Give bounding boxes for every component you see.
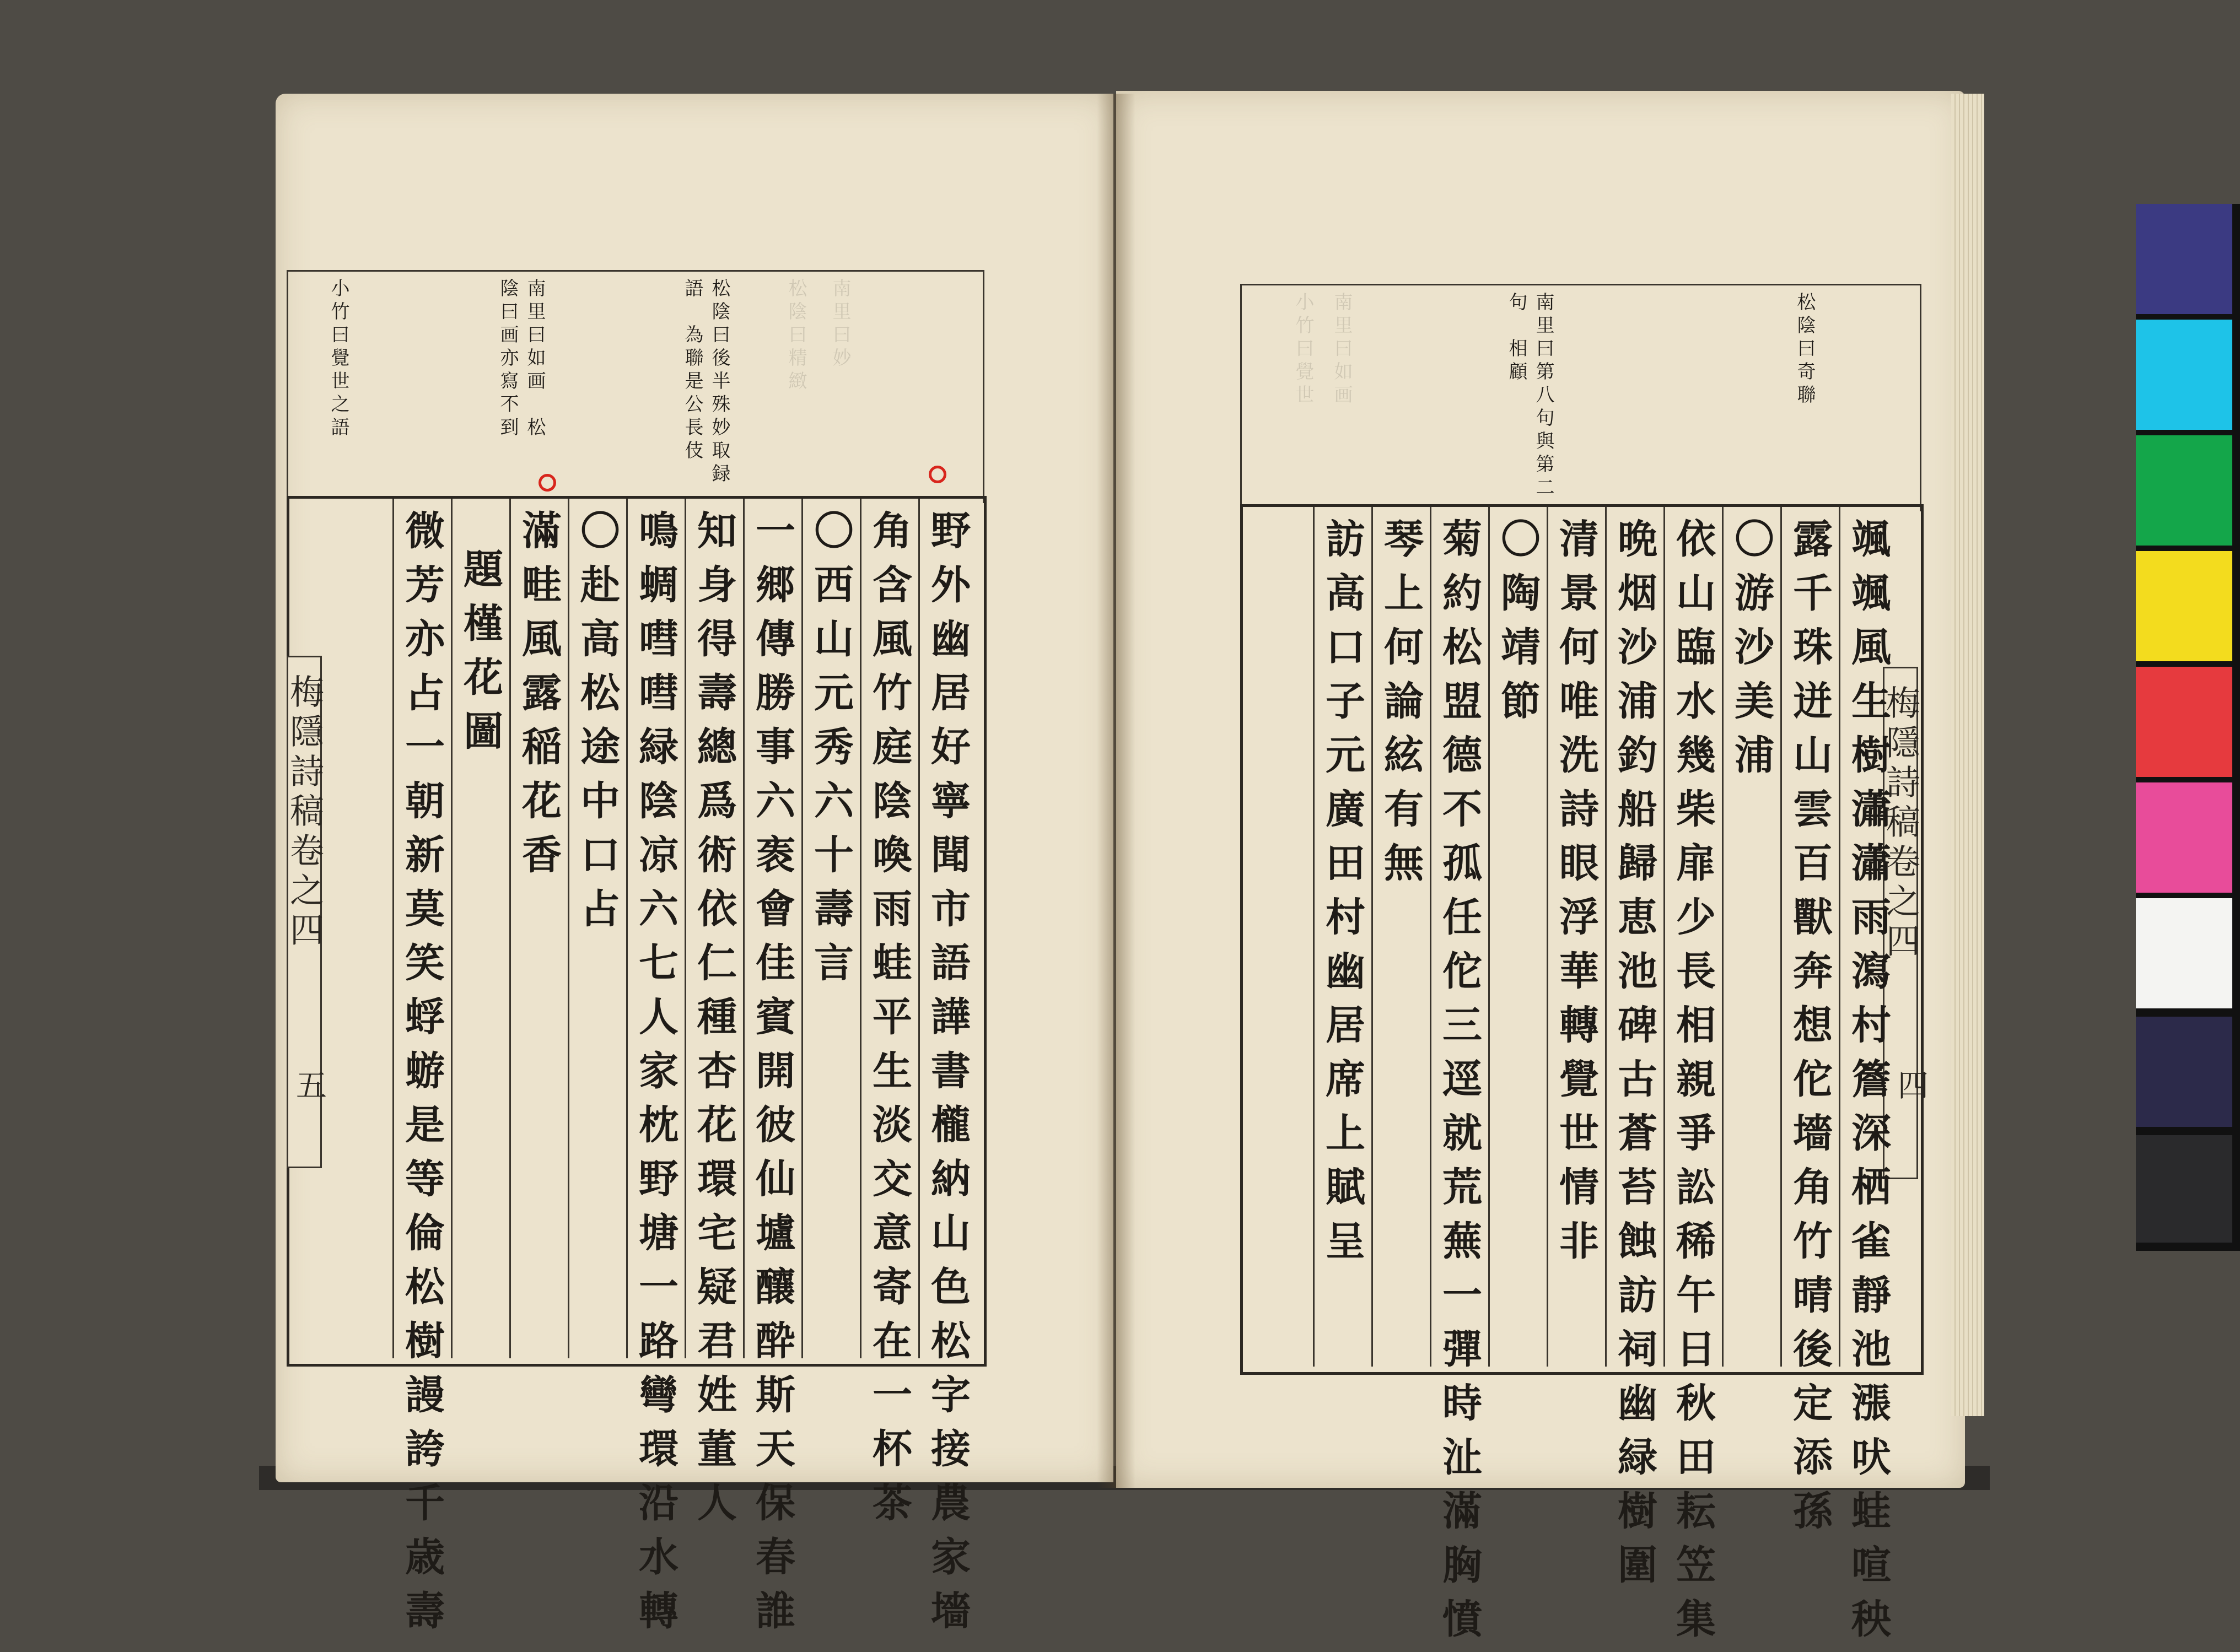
text-column: 〇游沙美浦 <box>1728 518 1775 788</box>
text-column: 依山臨水幾柴扉少長相親爭訟稀午日秋田耘笠集 <box>1670 518 1716 1652</box>
column-rule <box>1488 507 1490 1367</box>
color-swatch <box>2136 1017 2232 1127</box>
text-column: 角含風竹庭陰喚雨蛙平生淡交意寄在一杯茶 <box>866 510 913 1536</box>
column-rule <box>1780 507 1782 1367</box>
color-swatch <box>2136 1135 2232 1243</box>
column-rule <box>918 499 920 1358</box>
text-column: 〇赴高松途中口占 <box>574 510 621 942</box>
text-column: 清景何唯洗詩眼浮華轉覺世情非 <box>1553 518 1600 1274</box>
right-header-note-2: 南里曰第八句與第二句 相顧 <box>1505 292 1554 500</box>
column-rule <box>509 499 511 1358</box>
column-rule <box>801 499 803 1358</box>
bleed-through-text: 小竹曰覺世 <box>1292 292 1314 408</box>
text-column: 知身得壽總爲術依仁種杏花環宅疑君姓董人 <box>691 510 737 1536</box>
column-rule <box>1839 507 1840 1367</box>
red-circle-marker <box>539 474 556 492</box>
ear-title: 梅隱詩稿卷之四 <box>284 674 325 952</box>
column-rule <box>1722 507 1724 1367</box>
text-column: 晩烟沙浦釣船歸恵池碑古蒼苔蝕訪祠幽緑樹圍 <box>1611 518 1658 1598</box>
text-column: 訪高口子元廣田村幽居席上賦呈 <box>1319 518 1366 1274</box>
color-swatch <box>2136 320 2232 430</box>
text-column: 露千珠迸山雲百獸奔想佗墻角竹晴後定添孫 <box>1786 518 1833 1544</box>
column-rule <box>685 499 686 1358</box>
text-column: 題槿花圖 <box>457 548 504 764</box>
book-gutter <box>1097 94 1135 1488</box>
column-rule <box>568 499 569 1358</box>
column-rule <box>1430 507 1431 1367</box>
color-swatch <box>2136 667 2232 777</box>
color-calibration-strip <box>2136 204 2240 1251</box>
column-rule <box>392 499 394 1358</box>
text-column: 〇西山元秀六十壽言 <box>807 510 854 996</box>
color-swatch <box>2136 204 2232 314</box>
column-rule <box>451 499 453 1358</box>
left-header-note-1: 小竹曰覺世之語 <box>327 278 349 440</box>
column-rule <box>1371 507 1373 1367</box>
left-header-note-2: 南里曰如画 松陰曰画亦寫不到 <box>497 278 546 440</box>
column-rule <box>1605 507 1607 1367</box>
color-swatch <box>2136 782 2232 893</box>
bleed-through-text: 松陰曰精緻 <box>785 278 807 394</box>
column-rule <box>743 499 745 1358</box>
red-circle-marker <box>929 466 946 483</box>
color-swatch <box>2136 898 2232 1008</box>
folio-number: 五 <box>291 1069 327 1100</box>
text-column: 菊約松盟德不孤任佗三逕就荒蕪一彈時沚滿胸憤 <box>1436 518 1483 1652</box>
text-column: 一郷傳勝事六袠會佳賓開彼仙壚釀酔斯天保春誰 <box>749 510 796 1644</box>
bleed-through-text: 南里曰如画 <box>1331 292 1353 408</box>
page-edges <box>1951 94 1984 1416</box>
left-header-note-3: 松陰曰後半殊妙取録語 為聯是公長伎 <box>681 278 730 487</box>
text-column: 鳴蜩嘒嘒緑陰凉六七人家枕野塘一路彎環沿水轉 <box>632 510 679 1644</box>
text-column: 〇陶靖節 <box>1494 518 1541 734</box>
text-column: 滿畦風露稲花香 <box>515 510 562 888</box>
column-rule <box>1547 507 1548 1367</box>
column-rule <box>1663 507 1665 1367</box>
text-column: 琴上何論絃有無 <box>1377 518 1424 896</box>
color-swatch <box>2136 435 2232 546</box>
right-header-note-1: 松陰曰奇聯 <box>1794 292 1816 408</box>
text-column: 颯颯風生樹瀟瀟雨瀉村簷深栖雀靜池漲吠蛙喧秧 <box>1845 518 1892 1652</box>
column-rule <box>1313 507 1315 1367</box>
color-swatch <box>2136 551 2232 661</box>
ear-title: 梅隱詩稿卷之四 <box>1880 685 1921 963</box>
bleed-through-text: 南里曰妙 <box>829 278 851 371</box>
folio-number: 四 <box>1893 1069 1929 1100</box>
text-column: 微芳亦占一朝新莫笑蜉蝣是等倫松樹謾誇千歳壽 <box>399 510 445 1644</box>
column-rule <box>860 499 861 1358</box>
left-header-frame <box>287 270 984 503</box>
column-rule <box>626 499 628 1358</box>
text-column: 野外幽居好寧聞市語譁書櫳納山色松字接農家墻 <box>924 510 971 1644</box>
